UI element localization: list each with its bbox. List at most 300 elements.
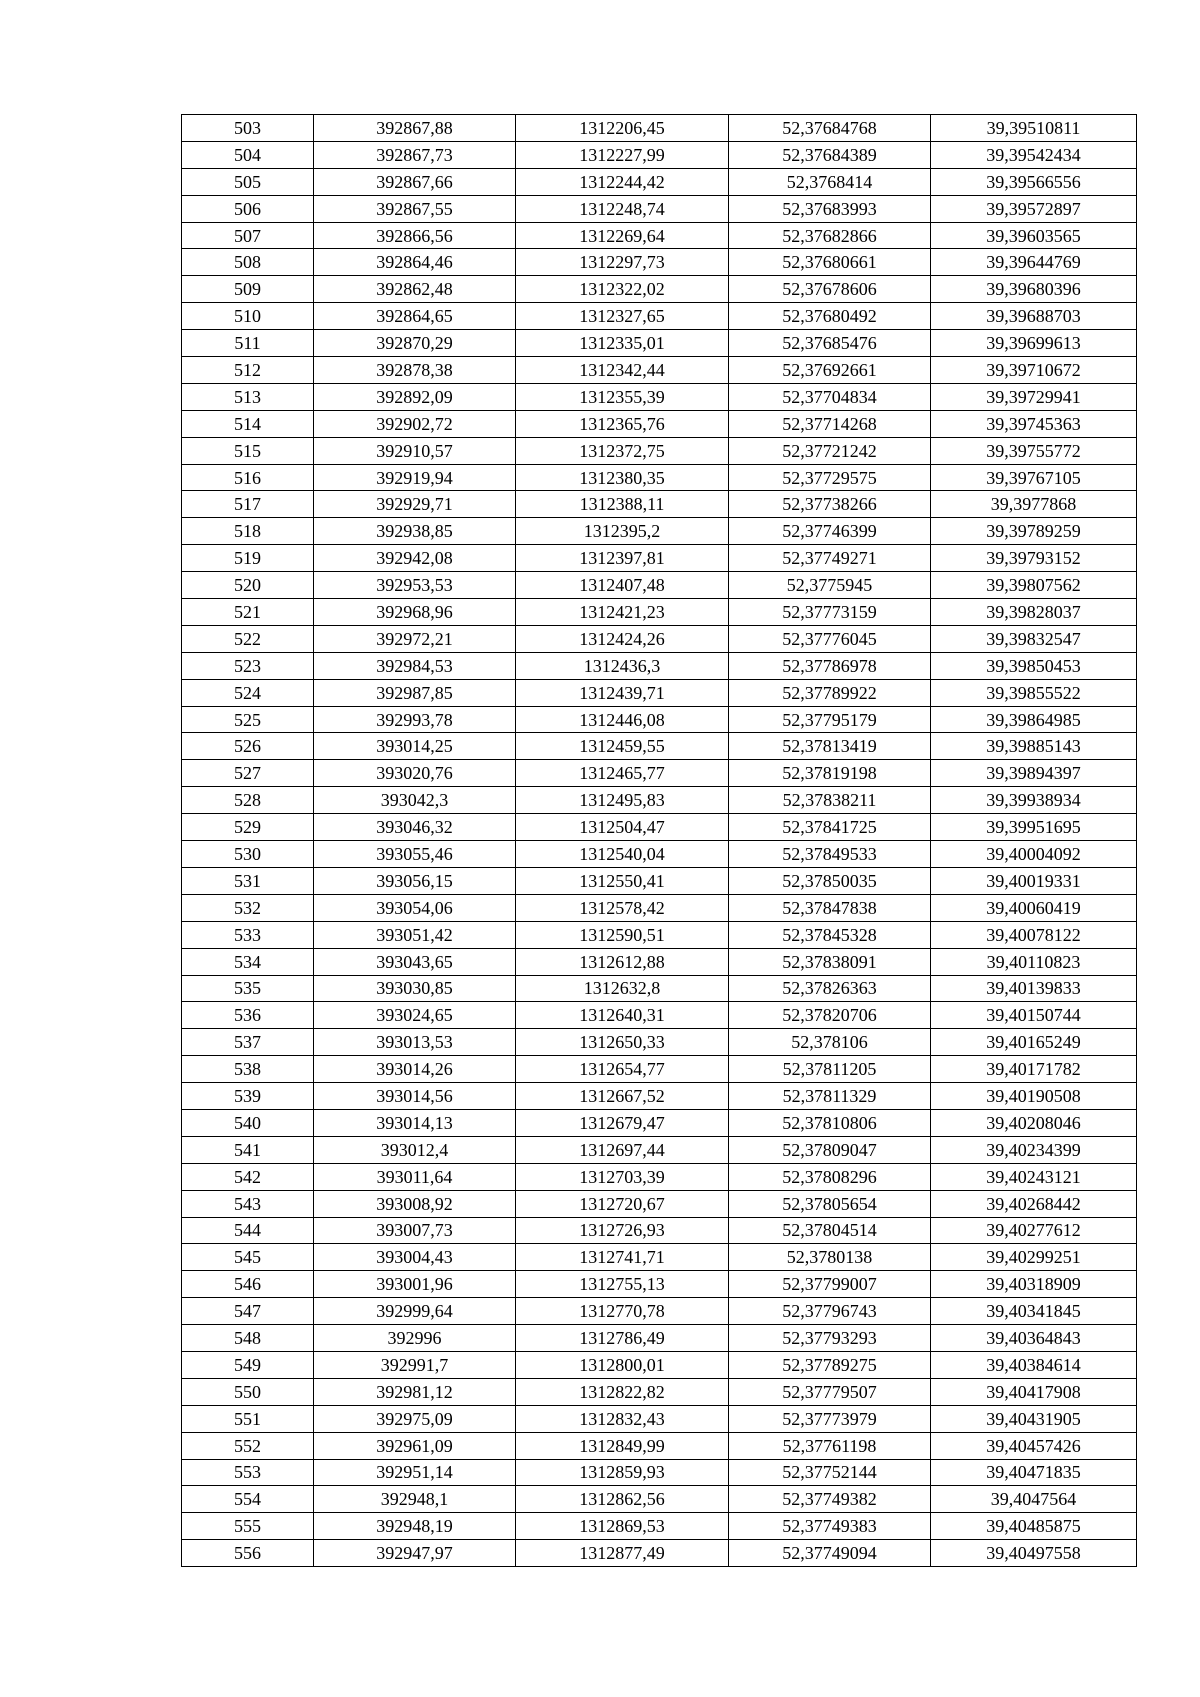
x-coordinate-cell: 392951,14: [314, 1459, 516, 1486]
latitude-cell: 52,37845328: [729, 921, 931, 948]
table-row: [182, 1405, 1137, 1432]
x-coordinate-cell: 392961,09: [314, 1432, 516, 1459]
x-coordinate-cell: 392870,29: [314, 330, 516, 357]
y-coordinate-cell: 1312726,93: [516, 1217, 729, 1244]
y-coordinate-cell: 1312342,44: [516, 357, 729, 384]
x-coordinate-cell: 392991,7: [314, 1351, 516, 1378]
x-coordinate-cell: 393001,96: [314, 1271, 516, 1298]
point-number-cell: 532: [182, 894, 314, 921]
x-coordinate-cell: 392996: [314, 1325, 516, 1352]
table-row: [182, 625, 1137, 652]
point-number-cell: 555: [182, 1513, 314, 1540]
x-coordinate-cell: 392993,78: [314, 706, 516, 733]
latitude-cell: 52,37841725: [729, 814, 931, 841]
y-coordinate-cell: 1312206,45: [516, 115, 729, 142]
latitude-cell: 52,3775945: [729, 572, 931, 599]
x-coordinate-cell: 393014,56: [314, 1083, 516, 1110]
longitude-cell: 39,39807562: [931, 572, 1137, 599]
point-number-cell: 517: [182, 491, 314, 518]
y-coordinate-cell: 1312800,01: [516, 1351, 729, 1378]
x-coordinate-cell: 392947,97: [314, 1540, 516, 1567]
longitude-cell: 39,39566556: [931, 168, 1137, 195]
x-coordinate-cell: 392975,09: [314, 1405, 516, 1432]
longitude-cell: 39,40485875: [931, 1513, 1137, 1540]
y-coordinate-cell: 1312540,04: [516, 841, 729, 868]
y-coordinate-cell: 1312355,39: [516, 383, 729, 410]
latitude-cell: 52,37773979: [729, 1405, 931, 1432]
table-row: [182, 222, 1137, 249]
y-coordinate-cell: 1312465,77: [516, 760, 729, 787]
point-number-cell: 522: [182, 625, 314, 652]
latitude-cell: 52,37684389: [729, 141, 931, 168]
longitude-cell: 39,39755772: [931, 437, 1137, 464]
y-coordinate-cell: 1312365,76: [516, 410, 729, 437]
point-number-cell: 504: [182, 141, 314, 168]
table-row: [182, 679, 1137, 706]
table-row: [182, 760, 1137, 787]
y-coordinate-cell: 1312439,71: [516, 679, 729, 706]
point-number-cell: 543: [182, 1190, 314, 1217]
table-row: [182, 1002, 1137, 1029]
x-coordinate-cell: 393056,15: [314, 867, 516, 894]
longitude-cell: 39,39680396: [931, 276, 1137, 303]
point-number-cell: 512: [182, 357, 314, 384]
latitude-cell: 52,37779507: [729, 1378, 931, 1405]
x-coordinate-cell: 393014,26: [314, 1056, 516, 1083]
x-coordinate-cell: 392892,09: [314, 383, 516, 410]
x-coordinate-cell: 392948,19: [314, 1513, 516, 1540]
y-coordinate-cell: 1312397,81: [516, 545, 729, 572]
y-coordinate-cell: 1312822,82: [516, 1378, 729, 1405]
table-row: [182, 921, 1137, 948]
table-row: [182, 1136, 1137, 1163]
point-number-cell: 529: [182, 814, 314, 841]
table-row: [182, 1351, 1137, 1378]
latitude-cell: 52,37738266: [729, 491, 931, 518]
y-coordinate-cell: 1312869,53: [516, 1513, 729, 1540]
table-row: [182, 787, 1137, 814]
latitude-cell: 52,37793293: [729, 1325, 931, 1352]
latitude-cell: 52,37789922: [729, 679, 931, 706]
latitude-cell: 52,37761198: [729, 1432, 931, 1459]
table-row: [182, 652, 1137, 679]
x-coordinate-cell: 392878,38: [314, 357, 516, 384]
point-number-cell: 510: [182, 303, 314, 330]
latitude-cell: 52,37752144: [729, 1459, 931, 1486]
point-number-cell: 527: [182, 760, 314, 787]
longitude-cell: 39,39793152: [931, 545, 1137, 572]
y-coordinate-cell: 1312372,75: [516, 437, 729, 464]
point-number-cell: 518: [182, 518, 314, 545]
latitude-cell: 52,3768414: [729, 168, 931, 195]
latitude-cell: 52,37704834: [729, 383, 931, 410]
table-row: [182, 948, 1137, 975]
x-coordinate-cell: 392984,53: [314, 652, 516, 679]
latitude-cell: 52,37804514: [729, 1217, 931, 1244]
longitude-cell: 39,39572897: [931, 195, 1137, 222]
longitude-cell: 39,40110823: [931, 948, 1137, 975]
y-coordinate-cell: 1312436,3: [516, 652, 729, 679]
longitude-cell: 39,40417908: [931, 1378, 1137, 1405]
y-coordinate-cell: 1312877,49: [516, 1540, 729, 1567]
x-coordinate-cell: 392942,08: [314, 545, 516, 572]
point-number-cell: 549: [182, 1351, 314, 1378]
table-row: [182, 357, 1137, 384]
longitude-cell: 39,40150744: [931, 1002, 1137, 1029]
point-number-cell: 554: [182, 1486, 314, 1513]
x-coordinate-cell: 393007,73: [314, 1217, 516, 1244]
y-coordinate-cell: 1312859,93: [516, 1459, 729, 1486]
y-coordinate-cell: 1312786,49: [516, 1325, 729, 1352]
table-row: [182, 572, 1137, 599]
y-coordinate-cell: 1312632,8: [516, 975, 729, 1002]
longitude-cell: 39,40004092: [931, 841, 1137, 868]
point-number-cell: 546: [182, 1271, 314, 1298]
y-coordinate-cell: 1312741,71: [516, 1244, 729, 1271]
y-coordinate-cell: 1312550,41: [516, 867, 729, 894]
x-coordinate-cell: 392867,55: [314, 195, 516, 222]
x-coordinate-cell: 392968,96: [314, 599, 516, 626]
table-row: [182, 1217, 1137, 1244]
table-row: [182, 1029, 1137, 1056]
longitude-cell: 39,40208046: [931, 1109, 1137, 1136]
point-number-cell: 526: [182, 733, 314, 760]
x-coordinate-cell: 393055,46: [314, 841, 516, 868]
latitude-cell: 52,37838091: [729, 948, 931, 975]
longitude-cell: 39,40190508: [931, 1083, 1137, 1110]
y-coordinate-cell: 1312269,64: [516, 222, 729, 249]
longitude-cell: 39,39729941: [931, 383, 1137, 410]
table-row: [182, 276, 1137, 303]
y-coordinate-cell: 1312770,78: [516, 1298, 729, 1325]
longitude-cell: 39,40234399: [931, 1136, 1137, 1163]
x-coordinate-cell: 392972,21: [314, 625, 516, 652]
point-number-cell: 511: [182, 330, 314, 357]
table-row: [182, 733, 1137, 760]
x-coordinate-cell: 393020,76: [314, 760, 516, 787]
latitude-cell: 52,37809047: [729, 1136, 931, 1163]
point-number-cell: 531: [182, 867, 314, 894]
y-coordinate-cell: 1312612,88: [516, 948, 729, 975]
table-row: [182, 1163, 1137, 1190]
longitude-cell: 39,39644769: [931, 249, 1137, 276]
latitude-cell: 52,37847838: [729, 894, 931, 921]
longitude-cell: 39,40318909: [931, 1271, 1137, 1298]
latitude-cell: 52,37813419: [729, 733, 931, 760]
x-coordinate-cell: 393014,13: [314, 1109, 516, 1136]
point-number-cell: 551: [182, 1405, 314, 1432]
longitude-cell: 39,39710672: [931, 357, 1137, 384]
latitude-cell: 52,37714268: [729, 410, 931, 437]
x-coordinate-cell: 392929,71: [314, 491, 516, 518]
latitude-cell: 52,37773159: [729, 599, 931, 626]
table-row: [182, 867, 1137, 894]
table-row: [182, 599, 1137, 626]
latitude-cell: 52,37776045: [729, 625, 931, 652]
latitude-cell: 52,37786978: [729, 652, 931, 679]
longitude-cell: 39,40471835: [931, 1459, 1137, 1486]
longitude-cell: 39,39885143: [931, 733, 1137, 760]
y-coordinate-cell: 1312703,39: [516, 1163, 729, 1190]
x-coordinate-cell: 393012,4: [314, 1136, 516, 1163]
longitude-cell: 39,39789259: [931, 518, 1137, 545]
latitude-cell: 52,37789275: [729, 1351, 931, 1378]
x-coordinate-cell: 393004,43: [314, 1244, 516, 1271]
y-coordinate-cell: 1312640,31: [516, 1002, 729, 1029]
table-row: [182, 894, 1137, 921]
table-row: [182, 491, 1137, 518]
table-row: [182, 841, 1137, 868]
longitude-cell: 39,3977868: [931, 491, 1137, 518]
x-coordinate-cell: 392864,65: [314, 303, 516, 330]
table-row: [182, 168, 1137, 195]
longitude-cell: 39,39951695: [931, 814, 1137, 841]
y-coordinate-cell: 1312395,2: [516, 518, 729, 545]
y-coordinate-cell: 1312407,48: [516, 572, 729, 599]
y-coordinate-cell: 1312446,08: [516, 706, 729, 733]
longitude-cell: 39,40060419: [931, 894, 1137, 921]
table-row: [182, 1325, 1137, 1352]
longitude-cell: 39,40299251: [931, 1244, 1137, 1271]
point-number-cell: 552: [182, 1432, 314, 1459]
point-number-cell: 528: [182, 787, 314, 814]
x-coordinate-cell: 393024,65: [314, 1002, 516, 1029]
point-number-cell: 534: [182, 948, 314, 975]
longitude-cell: 39,39510811: [931, 115, 1137, 142]
longitude-cell: 39,39699613: [931, 330, 1137, 357]
latitude-cell: 52,37799007: [729, 1271, 931, 1298]
latitude-cell: 52,37682866: [729, 222, 931, 249]
point-number-cell: 509: [182, 276, 314, 303]
point-number-cell: 533: [182, 921, 314, 948]
latitude-cell: 52,37826363: [729, 975, 931, 1002]
y-coordinate-cell: 1312650,33: [516, 1029, 729, 1056]
latitude-cell: 52,37849533: [729, 841, 931, 868]
latitude-cell: 52,37684768: [729, 115, 931, 142]
y-coordinate-cell: 1312578,42: [516, 894, 729, 921]
point-number-cell: 556: [182, 1540, 314, 1567]
table-row: [182, 814, 1137, 841]
point-number-cell: 524: [182, 679, 314, 706]
table-row: [182, 1513, 1137, 1540]
x-coordinate-cell: 393054,06: [314, 894, 516, 921]
y-coordinate-cell: 1312297,73: [516, 249, 729, 276]
table-row: [182, 518, 1137, 545]
x-coordinate-cell: 392867,73: [314, 141, 516, 168]
table-row: [182, 464, 1137, 491]
longitude-cell: 39,39828037: [931, 599, 1137, 626]
table-row: [182, 115, 1137, 142]
longitude-cell: 39,40268442: [931, 1190, 1137, 1217]
y-coordinate-cell: 1312862,56: [516, 1486, 729, 1513]
point-number-cell: 523: [182, 652, 314, 679]
longitude-cell: 39,39855522: [931, 679, 1137, 706]
y-coordinate-cell: 1312248,74: [516, 195, 729, 222]
y-coordinate-cell: 1312697,44: [516, 1136, 729, 1163]
y-coordinate-cell: 1312849,99: [516, 1432, 729, 1459]
table-row: [182, 1190, 1137, 1217]
x-coordinate-cell: 392987,85: [314, 679, 516, 706]
x-coordinate-cell: 392867,66: [314, 168, 516, 195]
latitude-cell: 52,37680492: [729, 303, 931, 330]
table-row: [182, 1271, 1137, 1298]
table-row: [182, 1056, 1137, 1083]
y-coordinate-cell: 1312720,67: [516, 1190, 729, 1217]
latitude-cell: 52,37850035: [729, 867, 931, 894]
x-coordinate-cell: 393043,65: [314, 948, 516, 975]
point-number-cell: 550: [182, 1378, 314, 1405]
x-coordinate-cell: 392910,57: [314, 437, 516, 464]
table-row: [182, 141, 1137, 168]
longitude-cell: 39,40078122: [931, 921, 1137, 948]
table-row: [182, 1540, 1137, 1567]
point-number-cell: 520: [182, 572, 314, 599]
point-number-cell: 519: [182, 545, 314, 572]
x-coordinate-cell: 392919,94: [314, 464, 516, 491]
table-row: [182, 1432, 1137, 1459]
latitude-cell: 52,37811205: [729, 1056, 931, 1083]
x-coordinate-cell: 393030,85: [314, 975, 516, 1002]
y-coordinate-cell: 1312667,52: [516, 1083, 729, 1110]
table-row: [182, 437, 1137, 464]
y-coordinate-cell: 1312654,77: [516, 1056, 729, 1083]
y-coordinate-cell: 1312495,83: [516, 787, 729, 814]
longitude-cell: 39,40341845: [931, 1298, 1137, 1325]
table-row: [182, 383, 1137, 410]
longitude-cell: 39,40364843: [931, 1325, 1137, 1352]
x-coordinate-cell: 392862,48: [314, 276, 516, 303]
point-number-cell: 539: [182, 1083, 314, 1110]
table-row: [182, 303, 1137, 330]
point-number-cell: 535: [182, 975, 314, 1002]
y-coordinate-cell: 1312755,13: [516, 1271, 729, 1298]
latitude-cell: 52,378106: [729, 1029, 931, 1056]
point-number-cell: 553: [182, 1459, 314, 1486]
table-row: [182, 330, 1137, 357]
point-number-cell: 548: [182, 1325, 314, 1352]
table-row: [182, 1378, 1137, 1405]
point-number-cell: 516: [182, 464, 314, 491]
point-number-cell: 541: [182, 1136, 314, 1163]
longitude-cell: 39,40171782: [931, 1056, 1137, 1083]
x-coordinate-cell: 393014,25: [314, 733, 516, 760]
longitude-cell: 39,40019331: [931, 867, 1137, 894]
longitude-cell: 39,40277612: [931, 1217, 1137, 1244]
y-coordinate-cell: 1312504,47: [516, 814, 729, 841]
latitude-cell: 52,37746399: [729, 518, 931, 545]
point-number-cell: 506: [182, 195, 314, 222]
longitude-cell: 39,40457426: [931, 1432, 1137, 1459]
x-coordinate-cell: 392866,56: [314, 222, 516, 249]
x-coordinate-cell: 393051,42: [314, 921, 516, 948]
latitude-cell: 52,37810806: [729, 1109, 931, 1136]
x-coordinate-cell: 392864,46: [314, 249, 516, 276]
x-coordinate-cell: 393013,53: [314, 1029, 516, 1056]
x-coordinate-cell: 392948,1: [314, 1486, 516, 1513]
longitude-cell: 39,40243121: [931, 1163, 1137, 1190]
longitude-cell: 39,39850453: [931, 652, 1137, 679]
x-coordinate-cell: 393042,3: [314, 787, 516, 814]
point-number-cell: 525: [182, 706, 314, 733]
latitude-cell: 52,3780138: [729, 1244, 931, 1271]
coordinates-table-body: [182, 115, 1137, 1567]
point-number-cell: 513: [182, 383, 314, 410]
longitude-cell: 39,39542434: [931, 141, 1137, 168]
longitude-cell: 39,40431905: [931, 1405, 1137, 1432]
point-number-cell: 547: [182, 1298, 314, 1325]
longitude-cell: 39,39894397: [931, 760, 1137, 787]
latitude-cell: 52,37811329: [729, 1083, 931, 1110]
longitude-cell: 39,39938934: [931, 787, 1137, 814]
x-coordinate-cell: 393008,92: [314, 1190, 516, 1217]
point-number-cell: 545: [182, 1244, 314, 1271]
point-number-cell: 530: [182, 841, 314, 868]
y-coordinate-cell: 1312421,23: [516, 599, 729, 626]
latitude-cell: 52,37721242: [729, 437, 931, 464]
point-number-cell: 542: [182, 1163, 314, 1190]
y-coordinate-cell: 1312590,51: [516, 921, 729, 948]
latitude-cell: 52,37820706: [729, 1002, 931, 1029]
x-coordinate-cell: 392981,12: [314, 1378, 516, 1405]
latitude-cell: 52,37729575: [729, 464, 931, 491]
table-row: [182, 1298, 1137, 1325]
point-number-cell: 537: [182, 1029, 314, 1056]
y-coordinate-cell: 1312244,42: [516, 168, 729, 195]
y-coordinate-cell: 1312322,02: [516, 276, 729, 303]
table-row: [182, 1083, 1137, 1110]
y-coordinate-cell: 1312227,99: [516, 141, 729, 168]
y-coordinate-cell: 1312459,55: [516, 733, 729, 760]
point-number-cell: 536: [182, 1002, 314, 1029]
point-number-cell: 514: [182, 410, 314, 437]
latitude-cell: 52,37749271: [729, 545, 931, 572]
point-number-cell: 538: [182, 1056, 314, 1083]
table-row: [182, 1486, 1137, 1513]
longitude-cell: 39,39603565: [931, 222, 1137, 249]
latitude-cell: 52,37749094: [729, 1540, 931, 1567]
y-coordinate-cell: 1312424,26: [516, 625, 729, 652]
latitude-cell: 52,37805654: [729, 1190, 931, 1217]
y-coordinate-cell: 1312335,01: [516, 330, 729, 357]
table-row: [182, 1109, 1137, 1136]
x-coordinate-cell: 392867,88: [314, 115, 516, 142]
longitude-cell: 39,40139833: [931, 975, 1137, 1002]
latitude-cell: 52,37838211: [729, 787, 931, 814]
y-coordinate-cell: 1312388,11: [516, 491, 729, 518]
latitude-cell: 52,37692661: [729, 357, 931, 384]
y-coordinate-cell: 1312327,65: [516, 303, 729, 330]
point-number-cell: 503: [182, 115, 314, 142]
table-row: [182, 1244, 1137, 1271]
table-row: [182, 195, 1137, 222]
longitude-cell: 39,39767105: [931, 464, 1137, 491]
table-row: [182, 1459, 1137, 1486]
longitude-cell: 39,39745363: [931, 410, 1137, 437]
x-coordinate-cell: 392953,53: [314, 572, 516, 599]
y-coordinate-cell: 1312380,35: [516, 464, 729, 491]
latitude-cell: 52,37680661: [729, 249, 931, 276]
longitude-cell: 39,40497558: [931, 1540, 1137, 1567]
table-row: [182, 249, 1137, 276]
longitude-cell: 39,39864985: [931, 706, 1137, 733]
x-coordinate-cell: 393011,64: [314, 1163, 516, 1190]
table-row: [182, 706, 1137, 733]
longitude-cell: 39,40384614: [931, 1351, 1137, 1378]
y-coordinate-cell: 1312679,47: [516, 1109, 729, 1136]
y-coordinate-cell: 1312832,43: [516, 1405, 729, 1432]
table-row: [182, 410, 1137, 437]
point-number-cell: 507: [182, 222, 314, 249]
